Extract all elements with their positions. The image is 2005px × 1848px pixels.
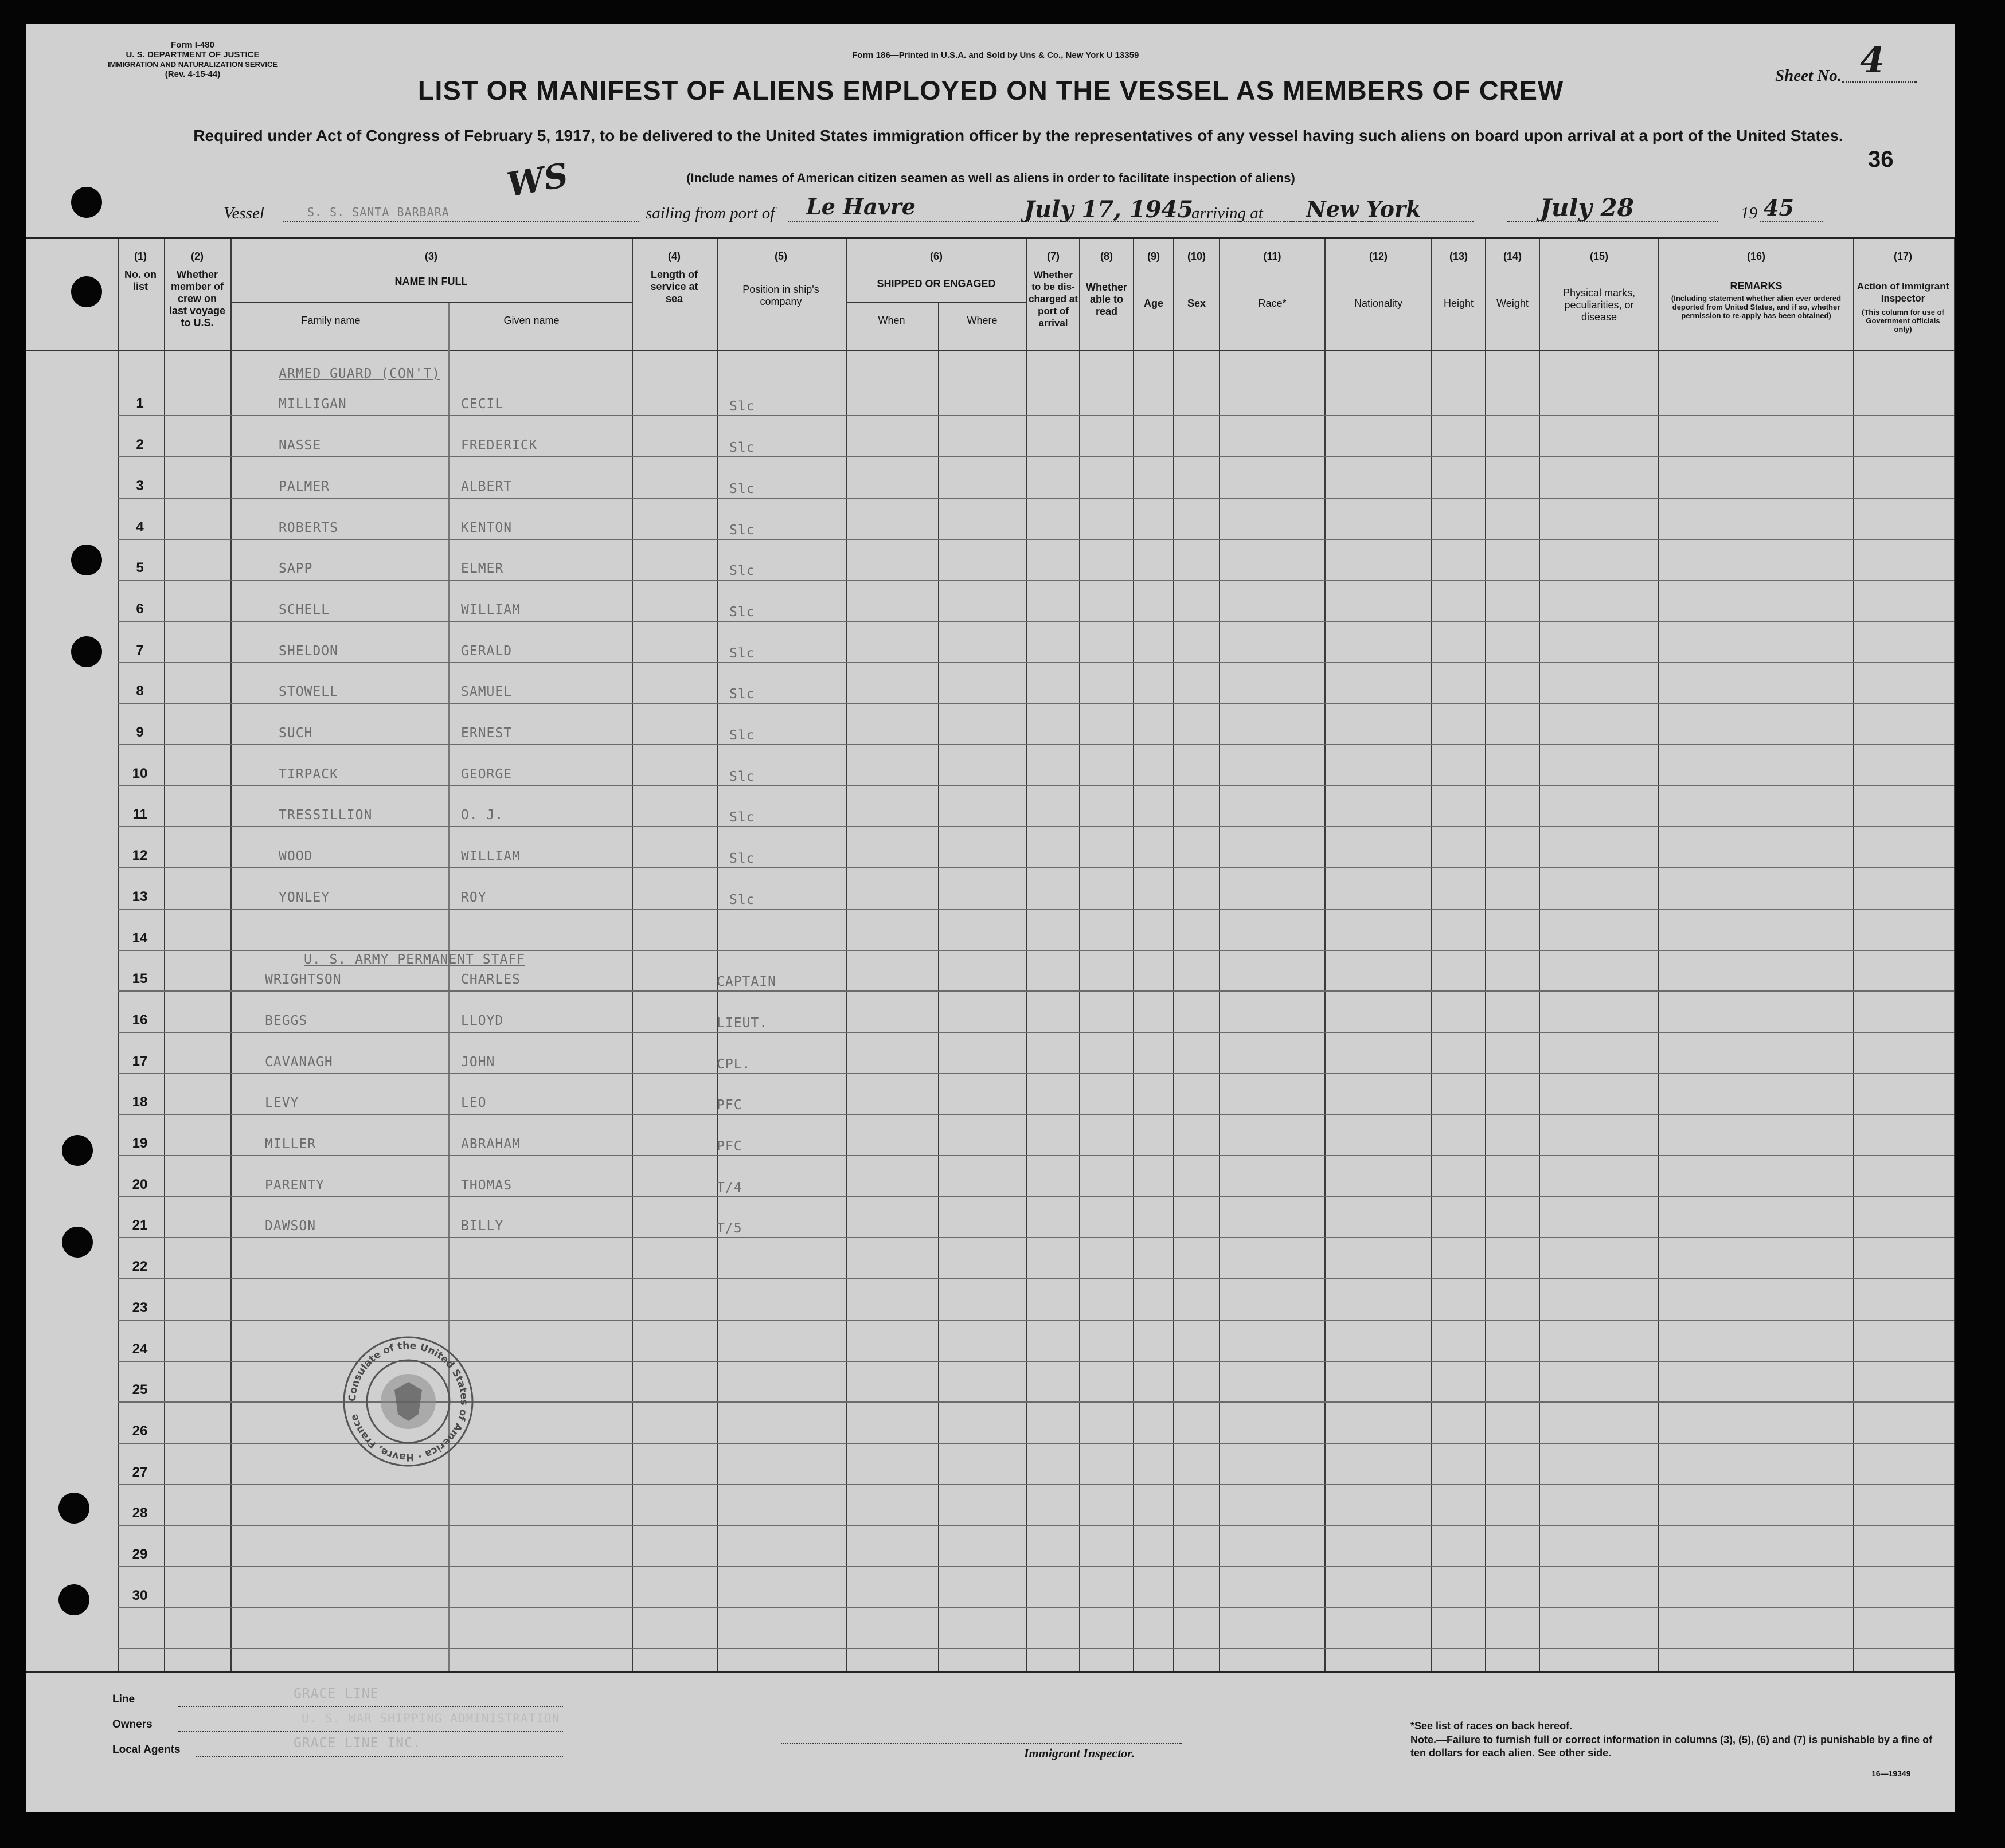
- legal-note-label: Note.: [1410, 1734, 1436, 1745]
- row-rule: [118, 867, 1954, 868]
- family-name-cell: BEGGS: [265, 1013, 308, 1028]
- table-row: [26, 1587, 1955, 1607]
- page-number: 36: [1868, 147, 1894, 172]
- agents-label: Local Agents: [112, 1744, 181, 1756]
- table-row: [26, 1052, 1955, 1073]
- given-name-cell: GERALD: [461, 643, 513, 659]
- given-name-cell: WILLIAM: [461, 849, 521, 864]
- col-physical-marks: Physical marks, peculiarities, or disease: [1562, 287, 1636, 323]
- col13-num: (13): [1449, 250, 1468, 262]
- table-row: [26, 970, 1955, 990]
- position-cell: Slc: [729, 892, 755, 907]
- col-nationality: Nationality: [1354, 297, 1403, 309]
- given-name-cell: ALBERT: [461, 479, 513, 494]
- position-cell: Slc: [729, 399, 755, 414]
- legal-note: [1410, 1733, 1938, 1760]
- table-row: [26, 1216, 1955, 1237]
- vessel-label: Vessel: [224, 204, 264, 222]
- table-row: [26, 1381, 1955, 1401]
- position-cell: PFC: [717, 1139, 742, 1154]
- col-remarks: REMARKS: [1730, 280, 1783, 292]
- owners-label: Owners: [112, 1718, 153, 1730]
- col3-num: (3): [425, 250, 437, 262]
- given-name-cell: CECIL: [461, 397, 504, 412]
- family-name-cell: SCHELL: [279, 602, 330, 617]
- table-row: [26, 1011, 1955, 1032]
- header-divider: [26, 350, 1955, 351]
- form-code: 16—19349: [1871, 1769, 1911, 1778]
- col-when: When: [878, 315, 905, 326]
- row-rule: [118, 990, 1954, 992]
- table-row: [26, 1340, 1955, 1361]
- arriving-label: arriving at: [1191, 204, 1263, 222]
- given-name-cell: ELMER: [461, 561, 504, 577]
- table-row: [26, 1134, 1955, 1155]
- given-name-cell: BILLY: [461, 1219, 504, 1234]
- requirement-text: Required under Act of Congress of February 5, 1917, to be delivered to the United States immigration officer by the representatives of any vessel having such aliens on board upon arrival at a port of the United States.: [193, 127, 1843, 144]
- line-label: Line: [112, 1693, 135, 1705]
- col-inspector-action: Action of Immigrant Inspector: [1857, 281, 1949, 304]
- row-number: 4: [136, 519, 144, 535]
- arrival-year-line: [1760, 221, 1823, 222]
- consulate-stamp: [339, 1333, 477, 1470]
- col-race: Race*: [1258, 297, 1287, 309]
- row-number: 26: [132, 1423, 148, 1439]
- row-number: 3: [136, 477, 144, 494]
- position-cell: LIEUT.: [717, 1015, 768, 1031]
- row-rule: [118, 1648, 1954, 1649]
- position-cell: Slc: [729, 810, 755, 825]
- row-rule: [118, 1278, 1954, 1279]
- position-cell: PFC: [717, 1098, 742, 1113]
- line-value: GRACE LINE: [294, 1686, 379, 1701]
- row-rule: [118, 785, 1954, 786]
- table-row: [26, 1176, 1955, 1196]
- table-row: [26, 929, 1955, 950]
- vessel-name: S. S. SANTA BARBARA: [307, 205, 450, 219]
- col8-num: (8): [1100, 250, 1113, 262]
- table-row: [26, 1422, 1955, 1443]
- row-rule: [118, 1073, 1954, 1074]
- row-number: 5: [136, 560, 144, 576]
- row-number: 2: [136, 437, 144, 453]
- table-row: [26, 559, 1955, 580]
- agents-value: GRACE LINE INC.: [294, 1736, 421, 1751]
- agents-field-line: [196, 1756, 563, 1757]
- row-number: 8: [136, 683, 144, 699]
- col14-num: (14): [1503, 250, 1522, 262]
- row-number: 17: [132, 1053, 148, 1069]
- row-rule: [118, 909, 1954, 910]
- include-note: (Include names of American citizen seamen as well as aliens in order to facilitate inspection of aliens): [686, 171, 1295, 185]
- position-cell: Slc: [729, 687, 755, 702]
- table-row: [26, 1299, 1955, 1320]
- table-row: [26, 765, 1955, 785]
- row-number: 7: [136, 642, 144, 658]
- table-row: [26, 1093, 1955, 1114]
- given-name-cell: LEO: [461, 1095, 487, 1111]
- inspector-signature-line: [781, 1743, 1182, 1744]
- row-rule: [118, 498, 1954, 499]
- table-row: [26, 888, 1955, 909]
- position-cell: Slc: [729, 522, 755, 538]
- row-number: 10: [132, 765, 148, 781]
- legal-note-text: —Failure to furnish full or correct information in columns (3), (5), (6) and (7) is punishable by a fine of ten dollars for each alien. See other side.: [1410, 1734, 1933, 1759]
- family-name-cell: DAWSON: [265, 1219, 316, 1234]
- row-number: 23: [132, 1299, 148, 1315]
- col10-num: (10): [1187, 250, 1206, 262]
- given-name-cell: JOHN: [461, 1054, 495, 1070]
- crew-table: [26, 237, 1955, 1673]
- row-rule: [118, 1607, 1954, 1608]
- family-name-cell: NASSE: [279, 438, 322, 453]
- line-field-line: [178, 1706, 563, 1707]
- col-where: Where: [967, 315, 998, 326]
- arrival-year-prefix: 19: [1741, 204, 1757, 222]
- form-id: Form I-480: [171, 40, 214, 50]
- col-shipped-engaged: SHIPPED OR ENGAGED: [877, 278, 996, 289]
- col-inspector-note: (This column for use of Government officials only): [1862, 308, 1944, 334]
- arrival-year-suffix: 45: [1764, 195, 1794, 221]
- row-number: 24: [132, 1341, 148, 1357]
- col-height: Height: [1443, 297, 1474, 309]
- row-number: 11: [132, 806, 147, 823]
- row-rule: [118, 1032, 1954, 1033]
- row-rule: [118, 1320, 1954, 1321]
- col9-num: (9): [1147, 250, 1160, 262]
- table-row: [26, 1504, 1955, 1525]
- row-number: 20: [132, 1176, 148, 1192]
- col-sex: Sex: [1187, 297, 1206, 309]
- row-rule: [118, 950, 1954, 951]
- row-number: 15: [132, 971, 148, 987]
- given-name-cell: SAMUEL: [461, 684, 513, 700]
- binder-hole: [71, 187, 102, 218]
- position-cell: T/5: [717, 1221, 742, 1236]
- given-name-cell: CHARLES: [461, 972, 521, 988]
- col-crew-last-voyage: Whether member of crew on last voyage to U.S.: [169, 269, 226, 328]
- row-rule: [118, 1155, 1954, 1156]
- family-name-cell: SAPP: [279, 561, 313, 577]
- table-row: [26, 394, 1955, 415]
- table-row: [26, 847, 1955, 867]
- table-row: [26, 682, 1955, 703]
- position-cell: Slc: [729, 645, 755, 661]
- position-cell: Slc: [729, 728, 755, 743]
- sheet-label: Sheet No.: [1775, 66, 1842, 85]
- owners-field-line: [178, 1731, 563, 1732]
- family-name-cell: WRIGHTSON: [265, 972, 342, 988]
- row-rule: [118, 580, 1954, 581]
- family-name-cell: YONLEY: [279, 890, 330, 905]
- revision: (Rev. 4-15-44): [165, 69, 221, 79]
- row-rule: [118, 456, 1954, 457]
- stamp-text: Consulate of the United States of America · Havre, France: [346, 1340, 470, 1463]
- name-column-divider: [448, 303, 450, 351]
- row-number: 13: [132, 888, 148, 905]
- col-age: Age: [1143, 297, 1163, 309]
- family-name-cell: SHELDON: [279, 643, 338, 659]
- row-rule: [118, 539, 1954, 540]
- section-armed-guard: ARMED GUARD (CON'T): [279, 366, 441, 381]
- row-number: 21: [132, 1217, 148, 1234]
- family-name-cell: MILLER: [265, 1137, 316, 1152]
- document-title: LIST OR MANIFEST OF ALIENS EMPLOYED ON THE VESSEL AS MEMBERS OF CREW: [417, 75, 1564, 105]
- sailing-date: July 17, 1945: [1024, 196, 1194, 223]
- col-length-of-service: Length of service at sea: [650, 269, 698, 304]
- col-family-name: Family name: [301, 315, 361, 326]
- table-row: [26, 723, 1955, 744]
- row-number: 25: [132, 1382, 148, 1398]
- arriving-port: New York: [1306, 196, 1421, 222]
- row-number: 6: [136, 601, 144, 617]
- printer-line: Form 186—Printed in U.S.A. and Sold by Uns & Co., New York U 13359: [852, 50, 1139, 60]
- row-number: 1: [136, 396, 144, 412]
- sheet-number: 4: [1860, 39, 1885, 81]
- table-row: [26, 518, 1955, 539]
- col11-num: (11): [1263, 250, 1281, 262]
- shipped-subdivider: [846, 302, 1026, 303]
- col-remarks-note: (Including statement whether alien ever ordered deported from United States, and if so, whether permission to re-apply has been obtained): [1671, 294, 1842, 320]
- family-name-cell: ROBERTS: [279, 520, 338, 535]
- family-name-cell: WOOD: [279, 849, 313, 864]
- table-row: [26, 600, 1955, 621]
- table-row: [26, 641, 1955, 662]
- col-no-on-list: No. on list: [124, 269, 157, 292]
- position-cell: Slc: [729, 481, 755, 496]
- col12-num: (12): [1369, 250, 1388, 262]
- row-number: 29: [132, 1546, 148, 1563]
- row-rule: [118, 1196, 1954, 1197]
- owners-value: U. S. WAR SHIPPING ADMINISTRATION: [302, 1712, 560, 1725]
- row-number: 28: [132, 1505, 148, 1521]
- given-name-cell: ROY: [461, 890, 487, 905]
- row-rule: [118, 1484, 1954, 1485]
- handwritten-initials: WS: [503, 155, 572, 205]
- table-row: [26, 477, 1955, 498]
- table-row: [26, 436, 1955, 456]
- row-rule: [118, 662, 1954, 663]
- name-subdivider: [230, 302, 632, 303]
- col2-num: (2): [191, 250, 204, 262]
- table-row: [26, 1463, 1955, 1484]
- inspector-label: Immigrant Inspector.: [1024, 1746, 1135, 1760]
- col7-num: (7): [1047, 250, 1060, 262]
- row-number: 9: [136, 725, 144, 741]
- given-name-cell: KENTON: [461, 520, 513, 535]
- department: U. S. DEPARTMENT OF JUSTICE: [126, 50, 260, 60]
- given-name-cell: O. J.: [461, 808, 504, 823]
- position-cell: T/4: [717, 1180, 742, 1195]
- col-name-in-full: NAME IN FULL: [394, 276, 468, 287]
- family-name-cell: SUCH: [279, 726, 313, 741]
- row-number: 30: [132, 1587, 148, 1603]
- position-cell: Slc: [729, 769, 755, 784]
- family-name-cell: TRESSILLION: [279, 808, 373, 823]
- table-row: [26, 1258, 1955, 1278]
- given-name-cell: WILLIAM: [461, 602, 521, 617]
- family-name-cell: TIRPACK: [279, 766, 338, 782]
- row-rule: [118, 1566, 1954, 1567]
- row-number: 14: [132, 930, 148, 946]
- given-name-cell: LLOYD: [461, 1013, 504, 1028]
- sailing-label: sailing from port of: [646, 204, 775, 222]
- family-name-cell: MILLIGAN: [279, 397, 347, 412]
- family-name-cell: LEVY: [265, 1095, 299, 1111]
- given-name-cell: THOMAS: [461, 1177, 513, 1193]
- position-cell: Slc: [729, 604, 755, 620]
- row-number: 12: [132, 848, 148, 864]
- table-row: [26, 1545, 1955, 1566]
- row-rule: [118, 744, 1954, 745]
- col-position: Position in ship's company: [742, 284, 819, 307]
- row-number: 19: [132, 1136, 148, 1152]
- col-given-name: Given name: [503, 315, 560, 326]
- col-able-to-read: Whether able to read: [1086, 281, 1127, 317]
- col-weight: Weight: [1496, 297, 1529, 309]
- service: IMMIGRATION AND NATURALIZATION SERVICE: [107, 60, 278, 69]
- given-name-cell: FREDERICK: [461, 438, 538, 453]
- form-id-block: [101, 40, 284, 79]
- row-number: 16: [132, 1012, 148, 1028]
- row-rule: [118, 621, 1954, 622]
- row-number: 27: [132, 1464, 148, 1480]
- position-cell: CAPTAIN: [717, 974, 776, 990]
- col16-num: (16): [1746, 250, 1765, 262]
- arrival-month-day: July 28: [1540, 194, 1634, 222]
- races-note: *See list of races on back hereof.: [1410, 1720, 1573, 1732]
- vessel-name-line: [283, 221, 639, 222]
- col4-num: (4): [668, 250, 681, 262]
- col5-num: (5): [775, 250, 787, 262]
- family-name-cell: CAVANAGH: [265, 1054, 333, 1070]
- col17-num: (17): [1893, 250, 1912, 262]
- family-name-cell: PARENTY: [265, 1177, 325, 1193]
- position-cell: CPL.: [717, 1056, 751, 1072]
- given-name-cell: GEORGE: [461, 766, 513, 782]
- col1-num: (1): [134, 250, 147, 262]
- col6-num: (6): [930, 250, 943, 262]
- row-number: 22: [132, 1259, 148, 1275]
- given-name-cell: ABRAHAM: [461, 1137, 521, 1152]
- table-row: [26, 805, 1955, 826]
- position-cell: Slc: [729, 563, 755, 579]
- manifest-sheet: [26, 24, 1955, 1812]
- given-name-cell: ERNEST: [461, 726, 513, 741]
- col15-num: (15): [1589, 250, 1608, 262]
- position-cell: Slc: [729, 440, 755, 456]
- col-discharged: Whether to be dis-charged at port of arrival: [1029, 269, 1078, 328]
- sailing-port: Le Havre: [806, 194, 916, 220]
- family-name-cell: STOWELL: [279, 684, 338, 700]
- family-name-cell: PALMER: [279, 479, 330, 494]
- row-number: 18: [132, 1094, 148, 1110]
- section-army-staff: U. S. ARMY PERMANENT STAFF: [304, 952, 526, 967]
- position-cell: Slc: [729, 851, 755, 867]
